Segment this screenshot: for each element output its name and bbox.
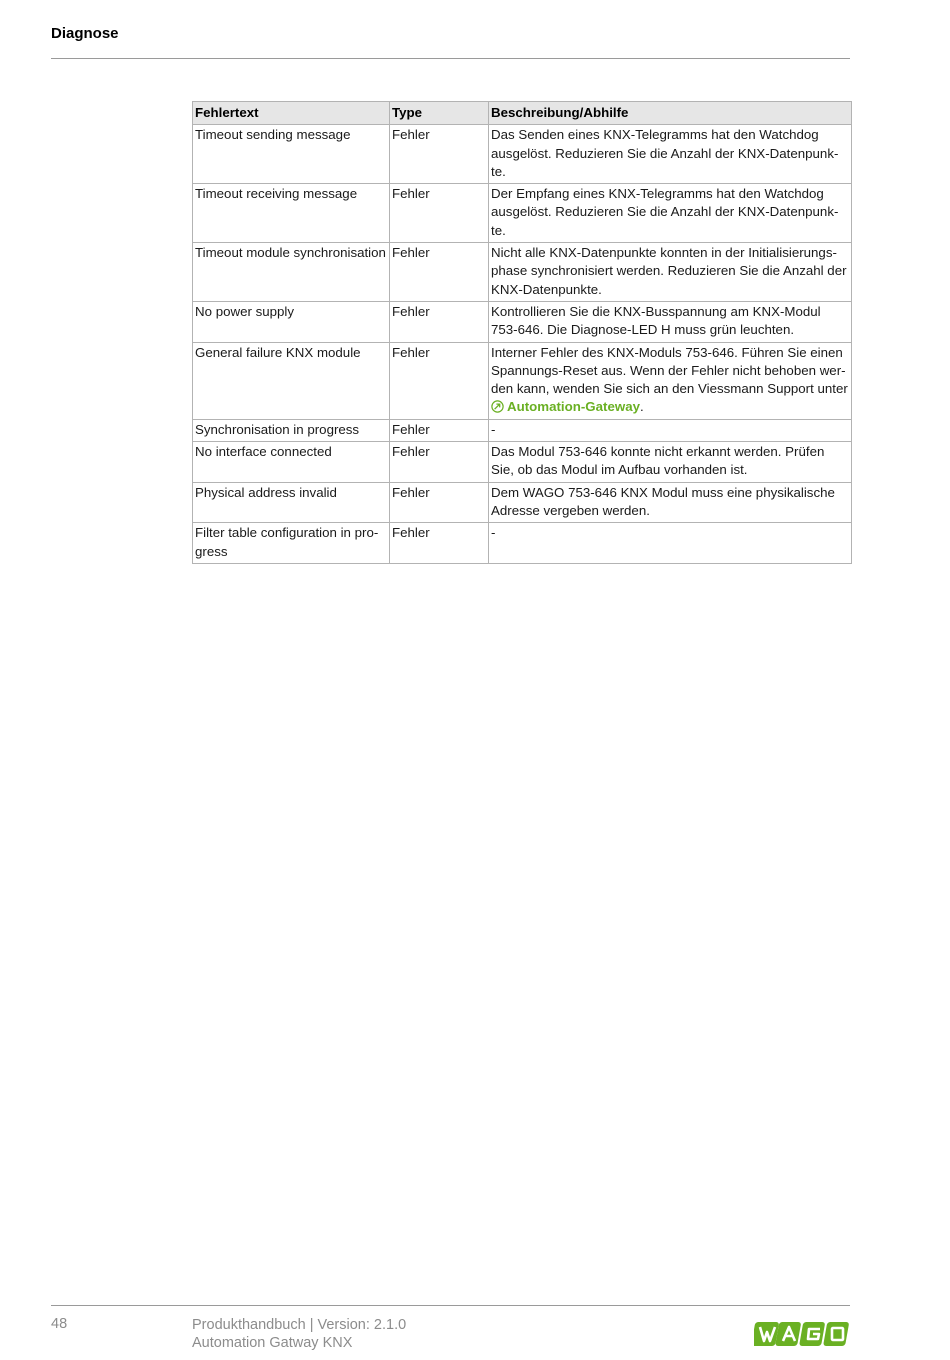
cell-fehlertext: Filter table configuration in pro-gress <box>193 523 390 564</box>
table-row <box>193 419 852 441</box>
cell-type: Fehler <box>390 523 489 564</box>
table-row <box>193 442 852 483</box>
cell-type: Fehler <box>390 419 489 441</box>
cell-fehlertext: No power supply <box>193 301 390 342</box>
cell-fehlertext: Timeout module synchronisation <box>193 243 390 302</box>
cell-type: Fehler <box>390 442 489 483</box>
cell-fehlertext: Physical address invalid <box>193 482 390 523</box>
cell-fehlertext: No interface connected <box>193 442 390 483</box>
column-header-beschreibung: Beschreibung/Abhilfe <box>489 102 852 125</box>
automation-gateway-link-label[interactable]: Automation-Gateway <box>507 399 640 415</box>
footer-info <box>192 1316 406 1352</box>
footer-divider <box>51 1305 850 1306</box>
cell-fehlertext: Timeout receiving message <box>193 184 390 243</box>
table-row <box>193 243 852 302</box>
table-header-row <box>193 102 852 125</box>
cell-type: Fehler <box>390 342 489 419</box>
cell-fehlertext: Synchronisation in progress <box>193 419 390 441</box>
cell-beschreibung: Dem WAGO 753-646 KNX Modul muss eine physikalische Adresse vergeben werden. <box>489 482 852 523</box>
cell-type: Fehler <box>390 482 489 523</box>
link-suffix: . <box>639 399 644 415</box>
page-header-title: Diagnose <box>51 25 119 42</box>
cell-beschreibung: Nicht alle KNX-Datenpunkte konnten in der Initialisierungs-phase synchronisiert werden. Reduzieren Sie die Anzahl der KNX-Datenpunkte. <box>489 243 852 302</box>
cell-type: Fehler <box>390 184 489 243</box>
cell-type: Fehler <box>390 301 489 342</box>
header-divider <box>51 58 850 59</box>
cell-fehlertext: Timeout sending message <box>193 125 390 184</box>
cell-type: Fehler <box>390 125 489 184</box>
table-row <box>193 125 852 184</box>
table-row <box>193 342 852 419</box>
globe-arrow-icon <box>491 400 504 413</box>
footer-manual-version: Produkthandbuch | Version: 2.1.0 <box>192 1317 407 1333</box>
wago-logo <box>754 1318 850 1350</box>
cell-beschreibung: Das Senden eines KNX-Telegramms hat den Watchdog ausgelöst. Reduzieren Sie die Anzahl der KNX-Datenpunk-te. <box>489 125 852 184</box>
footer-product-name: Automation Gatway KNX <box>192 1335 353 1351</box>
automation-gateway-link[interactable] <box>491 399 640 414</box>
table-row <box>193 482 852 523</box>
table-row <box>193 301 852 342</box>
table-row <box>193 523 852 564</box>
cell-beschreibung: Das Modul 753-646 konnte nicht erkannt werden. Prüfen Sie, ob das Modul im Aufbau vorhanden ist. <box>489 442 852 483</box>
cell-beschreibung: - <box>489 419 852 441</box>
cell-type: Fehler <box>390 243 489 302</box>
table-row <box>193 184 852 243</box>
cell-beschreibung: Kontrollieren Sie die KNX-Busspannung am KNX-Modul 753-646. Die Diagnose-LED H muss grün leuchten. <box>489 301 852 342</box>
page-number: 48 <box>51 1316 68 1332</box>
cell-fehlertext: General failure KNX module <box>193 342 390 419</box>
column-header-fehlertext: Fehlertext <box>193 102 390 125</box>
cell-beschreibung-text: Interner Fehler des KNX-Moduls 753-646. Führen Sie einen Spannungs-Reset aus. Wenn der Fehler nicht behoben wer-den kann, wenden Sie sich an den Viessmann Support unter <box>491 344 848 397</box>
column-header-type: Type <box>390 102 489 125</box>
cell-beschreibung: - <box>489 523 852 564</box>
cell-beschreibung: Der Empfang eines KNX-Telegramms hat den Watchdog ausgelöst. Reduzieren Sie die Anzahl der KNX-Datenpunk-te. <box>489 184 852 243</box>
cell-beschreibung <box>489 342 852 419</box>
error-table <box>192 101 852 564</box>
